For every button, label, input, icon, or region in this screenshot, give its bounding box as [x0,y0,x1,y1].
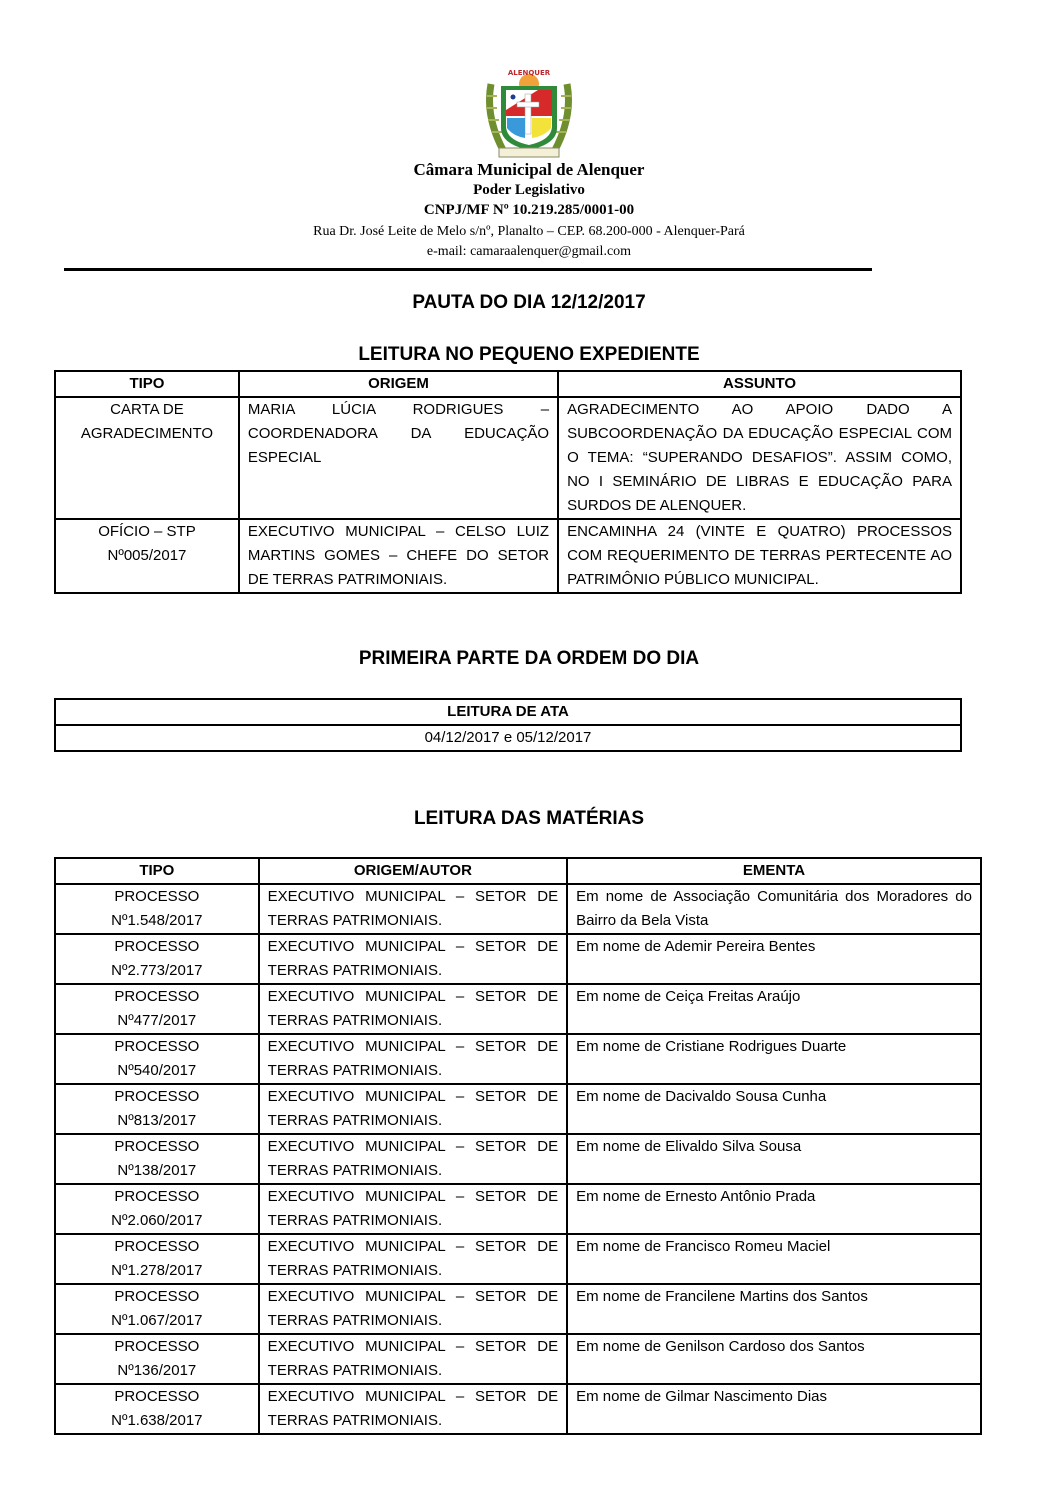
column-header-tipo: TIPO [55,371,239,397]
table-row [55,1334,981,1384]
cell-tipo: CARTA DE AGRADECIMENTO [55,397,239,519]
cell-ementa: Em nome de Ernesto Antônio Prada [567,1184,981,1234]
process-number: Nº813/2017 [117,1112,197,1129]
process-number: Nº2.060/2017 [111,1212,203,1229]
table-header-row [55,371,961,397]
ordem-do-dia-title: PRIMEIRA PARTE DA ORDEM DO DIA [358,648,700,669]
table-header-row [55,858,981,884]
cell-ementa: Em nome de Genilson Cardoso dos Santos [567,1334,981,1384]
table-row [55,1134,981,1184]
table-row [55,1184,981,1234]
table-row [55,1084,981,1134]
cell-ementa: Em nome de Ademir Pereira Bentes [567,934,981,984]
cell-ementa: Em nome de Associação Comunitária dos Moradores do Bairro da Bela Vista [567,884,981,934]
process-number: Nº1.278/2017 [111,1262,203,1279]
table-row [55,519,961,593]
cell-tipo [55,1334,259,1384]
tipo-label: PROCESSO [114,1088,200,1105]
tipo-label: PROCESSO [114,1288,200,1305]
table-row [55,934,981,984]
institution-branch: Poder Legislativo [473,182,585,198]
institution-name: Câmara Municipal de Alenquer [413,160,645,179]
header-divider [64,268,872,271]
table-row [55,1384,981,1434]
tipo-label: PROCESSO [114,988,200,1005]
cell-ementa: Em nome de Gilmar Nascimento Dias [567,1384,981,1434]
tipo-label: PROCESSO [114,1138,200,1155]
cell-origem: MARIA LÚCIA RODRIGUES – COORDENADORA DA EDUCAÇÃO ESPECIAL [239,397,558,519]
column-header-origem-autor: ORIGEM/AUTOR [259,858,567,884]
tipo-label: PROCESSO [114,888,200,905]
cell-tipo [55,1284,259,1334]
cell-origem: EXECUTIVO MUNICIPAL – SETOR DE TERRAS PATRIMONIAIS. [259,1284,567,1334]
tipo-label: PROCESSO [114,1038,200,1055]
cell-origem: EXECUTIVO MUNICIPAL – SETOR DE TERRAS PATRIMONIAIS. [259,1384,567,1434]
process-number: Nº138/2017 [117,1162,197,1179]
cell-tipo [55,1384,259,1434]
cell-assunto: ENCAMINHA 24 (VINTE E QUATRO) PROCESSOS COM REQUERIMENTO DE TERRAS PERTECENTE AO PATRIMÔNIO PÚBLICO MUNICIPAL. [558,519,961,593]
column-header-assunto: ASSUNTO [558,371,961,397]
cell-origem: EXECUTIVO MUNICIPAL – SETOR DE TERRAS PATRIMONIAIS. [259,884,567,934]
column-header-tipo: TIPO [55,858,259,884]
cell-origem: EXECUTIVO MUNICIPAL – SETOR DE TERRAS PATRIMONIAIS. [259,1334,567,1384]
cell-origem: EXECUTIVO MUNICIPAL – SETOR DE TERRAS PATRIMONIAIS. [259,1084,567,1134]
materias-title: LEITURA DAS MATÉRIAS [413,808,645,829]
cell-origem: EXECUTIVO MUNICIPAL – SETOR DE TERRAS PATRIMONIAIS. [259,1234,567,1284]
tipo-label: PROCESSO [114,1238,200,1255]
coat-of-arms-logo [483,66,575,162]
table-row [55,1284,981,1334]
expediente-table [54,370,962,594]
cell-origem: EXECUTIVO MUNICIPAL – SETOR DE TERRAS PATRIMONIAIS. [259,934,567,984]
tipo-label: PROCESSO [114,1188,200,1205]
table-row [55,984,981,1034]
tipo-label: PROCESSO [114,1388,200,1405]
table-row [55,725,961,751]
cell-ata-dates: 04/12/2017 e 05/12/2017 [55,725,961,751]
cell-tipo [55,1234,259,1284]
process-number: Nº1.548/2017 [111,912,203,929]
cell-origem: EXECUTIVO MUNICIPAL – SETOR DE TERRAS PATRIMONIAIS. [259,1134,567,1184]
cell-assunto: AGRADECIMENTO AO APOIO DADO A SUBCOORDENAÇÃO DA EDUCAÇÃO ESPECIAL COM O TEMA: “SUPERANDO DESAFIOS”. ASSIM COMO, NO I SEMINÁRIO DE LIBRAS E EDUCAÇÃO PARA SURDOS DE ALENQUER. [558,397,961,519]
process-number: Nº540/2017 [117,1062,197,1079]
cell-ementa: Em nome de Dacivaldo Sousa Cunha [567,1084,981,1134]
table-row [55,1234,981,1284]
institution-address: Rua Dr. José Leite de Melo s/nº, Planalto – CEP. 68.200-000 - Alenquer-Pará [313,224,745,239]
cell-origem: EXECUTIVO MUNICIPAL – SETOR DE TERRAS PATRIMONIAIS. [259,1184,567,1234]
institution-email: e-mail: camaraalenquer@gmail.com [426,244,632,259]
table-header-row [55,699,961,725]
column-header-origem: ORIGEM [239,371,558,397]
column-header-leitura-ata: LEITURA DE ATA [55,699,961,725]
institution-cnpj: CNPJ/MF Nº 10.219.285/0001-00 [423,202,635,218]
cell-ementa: Em nome de Cristiane Rodrigues Duarte [567,1034,981,1084]
tipo-label: PROCESSO [114,1338,200,1355]
cell-origem: EXECUTIVO MUNICIPAL – SETOR DE TERRAS PATRIMONIAIS. [259,1034,567,1084]
expediente-title: LEITURA NO PEQUENO EXPEDIENTE [358,344,700,365]
cell-tipo [55,884,259,934]
table-row [55,397,961,519]
cell-tipo [55,1034,259,1084]
cell-tipo [55,934,259,984]
process-number: Nº136/2017 [117,1362,197,1379]
cell-ementa: Em nome de Elivaldo Silva Sousa [567,1134,981,1184]
column-header-ementa: EMENTA [567,858,981,884]
materias-table [54,857,982,1435]
cell-origem: EXECUTIVO MUNICIPAL – SETOR DE TERRAS PATRIMONIAIS. [259,984,567,1034]
cell-tipo [55,1134,259,1184]
process-number: Nº1.067/2017 [111,1312,203,1329]
cell-origem: EXECUTIVO MUNICIPAL – CELSO LUIZ MARTINS GOMES – CHEFE DO SETOR DE TERRAS PATRIMONIAIS. [239,519,558,593]
table-row [55,1034,981,1084]
tipo-label: PROCESSO [114,938,200,955]
cell-tipo [55,1084,259,1134]
process-number: Nº477/2017 [117,1012,197,1029]
table-row [55,884,981,934]
logo-text: ALENQUER [507,69,551,77]
page-title: PAUTA DO DIA 12/12/2017 [412,292,646,313]
ata-table [54,698,962,752]
cell-ementa: Em nome de Francisco Romeu Maciel [567,1234,981,1284]
process-number: Nº1.638/2017 [111,1412,203,1429]
coat-of-arms-icon [483,66,575,162]
cell-ementa: Em nome de Francilene Martins dos Santos [567,1284,981,1334]
cell-tipo [55,984,259,1034]
cell-ementa: Em nome de Ceiça Freitas Araújo [567,984,981,1034]
process-number: Nº2.773/2017 [111,962,203,979]
cell-tipo [55,1184,259,1234]
cell-tipo: OFÍCIO – STP Nº005/2017 [55,519,239,593]
